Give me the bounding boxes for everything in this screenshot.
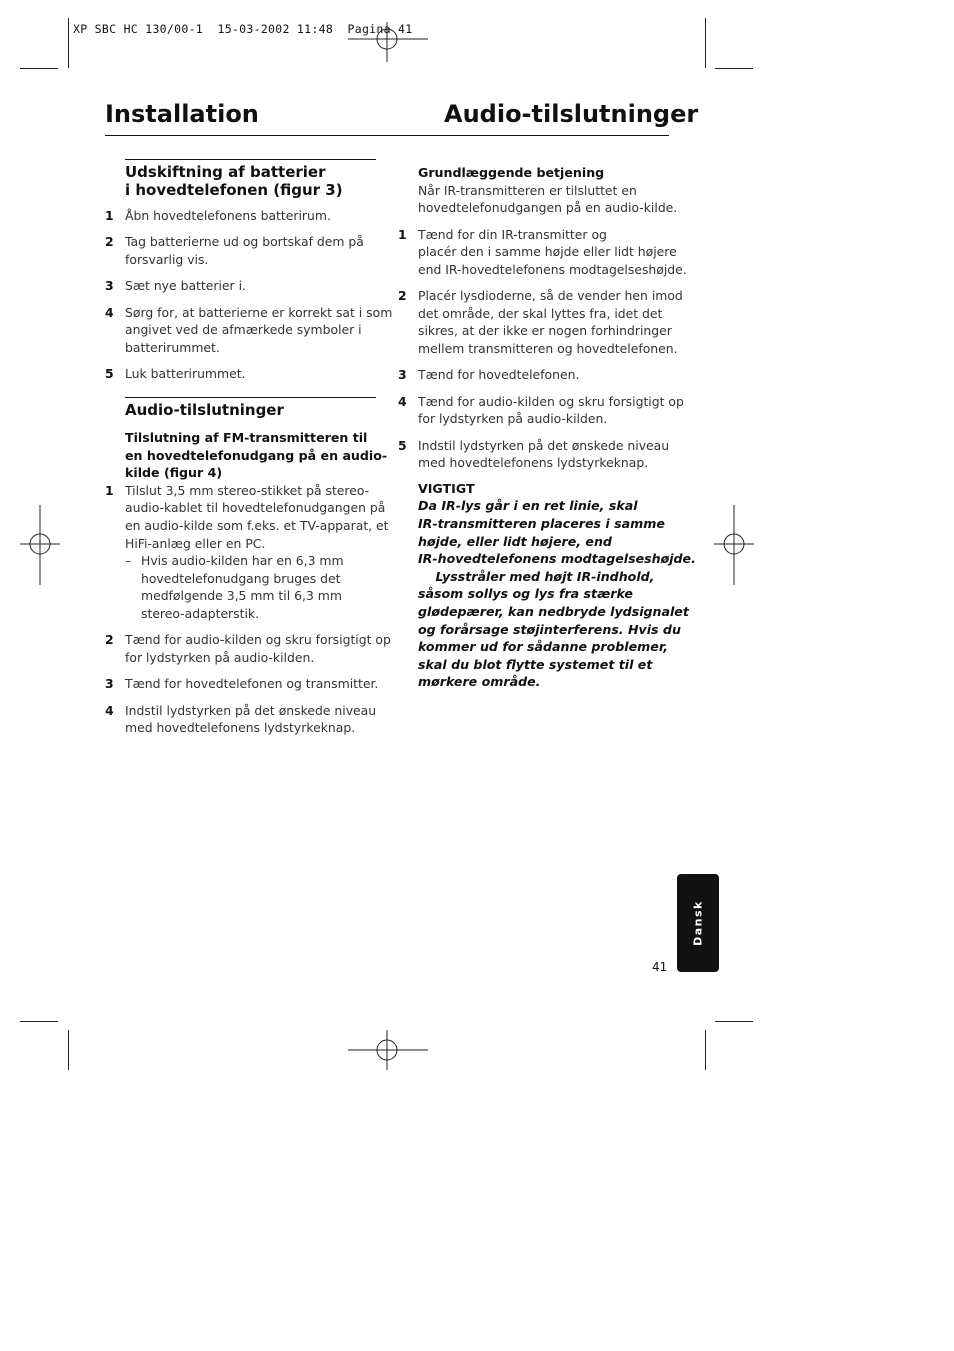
text-line: Indstil lydstyrken på det ønskede niveau: [418, 437, 670, 453]
list-item: [105, 702, 377, 737]
list-item: [105, 233, 377, 268]
text-line: Tænd for din IR-transmitter og: [418, 226, 607, 242]
text-line: en hovedtelefonudgang på en audio-: [125, 447, 388, 463]
list-item-number: 4: [105, 304, 114, 320]
list-item-number: 3: [105, 676, 114, 692]
list-item-number: 5: [398, 437, 407, 453]
print-slug: XP SBC HC 130/00-1 15-03-2002 11:48 Pagina 41: [73, 22, 413, 36]
text-line: Luk batterirummet.: [125, 366, 246, 382]
crop-mark: [20, 68, 58, 69]
text-line: stereo-adapterstik.: [141, 605, 260, 621]
list-item-number: 1: [398, 226, 407, 242]
crop-mark: [705, 18, 706, 68]
text-line: Hvis audio-kilden har en 6,3 mm: [141, 553, 344, 569]
list-item: [105, 277, 377, 295]
warning-text: [418, 497, 696, 691]
text-line: Placér lysdioderne, så de vender hen imod: [418, 288, 683, 304]
list-item-number: 3: [398, 367, 407, 383]
header-rule: [105, 135, 669, 136]
list-item: [398, 393, 684, 428]
intro-text: [398, 182, 678, 217]
section-rule: [125, 159, 376, 160]
page-title-right: Audio-tilslutninger: [444, 100, 699, 128]
section-heading-audio: Audio-tilslutninger: [125, 401, 284, 419]
text-line: angivet ved de afmærkede symboler i: [125, 322, 362, 338]
text-line: end IR-hovedtelefonens modtagelseshøjde.: [418, 261, 687, 277]
list-item: [398, 437, 673, 472]
list-item-number: 2: [105, 234, 114, 250]
text-line: batterirummet.: [125, 339, 220, 355]
list-item: [398, 287, 683, 357]
text-line: Tænd for hovedtelefonen og transmitter.: [125, 676, 379, 692]
registration-mark-icon: [714, 505, 754, 585]
battery-steps-list: [105, 207, 393, 383]
text-line: og forårsage støjinterferens. Hvis du: [418, 621, 681, 637]
list-item: 1 Tilslut 3,5 mm stereo-stikket på stereo- audio-kablet til hovedtelefonudgangen på en audio-kilde som f.eks. et TV-apparat, et HiFi-anlæg eller en PC. – Hvis audio-kilden har en 6,3 mm hovedtelefonudgang bruges det medfølgende 3,5 mm til 6,3 mm stereo-adapterstik.: [105, 482, 389, 621]
text-line: mørkere område.: [418, 674, 541, 690]
section-heading-batteries: Udskiftning af batterier i hovedtelefonen (figur 3): [125, 163, 343, 199]
page-number: 41: [652, 960, 668, 974]
crop-mark: [20, 1021, 58, 1022]
text-line: Tænd for audio-kilden og skru forsigtigt op: [125, 632, 391, 648]
operation-steps-list: [398, 226, 687, 472]
text-line: forsvarlig vis.: [125, 251, 209, 267]
text-line: Tag batterierne ud og bortskaf dem på: [125, 234, 364, 250]
warning-title: VIGTIGT: [418, 480, 475, 496]
text-line: for lydstyrken på audio-kilden.: [418, 411, 608, 427]
text-line: højde, eller lidt højere, end: [418, 533, 612, 549]
text-line: mellem transmitteren og hovedtelefonen.: [418, 340, 678, 356]
text-line: sikres, at der ikke er nogen forhindringer: [418, 323, 672, 339]
crop-mark: [68, 1030, 69, 1070]
left-column: [105, 163, 393, 383]
language-tab-label: Dansk: [691, 900, 705, 946]
text-line: Da IR-lys går i en ret linie, skal: [418, 498, 638, 514]
text-line: Åbn hovedtelefonens batterirum.: [125, 207, 331, 223]
text-line: IR-hovedtelefonens modtagelseshøjde.: [418, 551, 696, 567]
text-line: hovedtelefonudgangen på en audio-kilde.: [418, 200, 678, 216]
text-line: Indstil lydstyrken på det ønskede niveau: [125, 702, 377, 718]
text-line: Lysstråler med højt IR-indhold,: [418, 568, 655, 584]
list-item: [105, 304, 393, 357]
crop-mark: [68, 18, 69, 68]
text-line: en audio-kilde som f.eks. et TV-apparat, et: [125, 517, 389, 533]
text-line: Tilslut 3,5 mm stereo-stikket på stereo-: [125, 482, 370, 498]
text-line: Tænd for audio-kilden og skru forsigtigt op: [418, 393, 684, 409]
crop-mark: [715, 1021, 753, 1022]
text-line: for lydstyrken på audio-kilden.: [125, 649, 315, 665]
list-item-number: 2: [398, 288, 407, 304]
text-line: skal du blot flytte systemet til et: [418, 656, 653, 672]
text-line: IR-transmitteren placeres i samme: [418, 516, 665, 532]
section-rule: [125, 397, 376, 398]
left-column-section2: [105, 401, 391, 737]
sub-item: – Hvis audio-kilden har en 6,3 mm hovedtelefonudgang bruges det medfølgende 3,5 mm til 6,3 mm stereo-adapterstik.: [125, 552, 377, 622]
text-line: medfølgende 3,5 mm til 6,3 mm: [141, 588, 342, 604]
text-line: Tænd for hovedtelefonen.: [418, 367, 580, 383]
crop-mark: [715, 68, 753, 69]
text-line: med hovedtelefonens lydstyrkeknap.: [125, 720, 356, 736]
list-item: [105, 675, 377, 693]
text-line: med hovedtelefonens lydstyrkeknap.: [418, 455, 649, 471]
list-item: [398, 226, 687, 279]
list-item: [105, 365, 377, 383]
text-line: placér den i samme højde eller lidt højere: [418, 244, 677, 260]
text-line: Sæt nye batterier i.: [125, 278, 246, 294]
text-line: glødepærer, kan nedbryde lydsignalet: [418, 604, 689, 620]
list-item-number: 4: [398, 393, 407, 409]
text-line: såsom sollys og lys fra stærke: [418, 586, 633, 602]
list-item-number: 5: [105, 366, 114, 382]
list-item: [105, 207, 377, 225]
list-item-number: 4: [105, 702, 114, 718]
registration-mark-icon: [348, 1030, 428, 1070]
section-heading-basic-operation: Grundlæggende betjening: [418, 165, 605, 180]
list-item-number: 2: [105, 632, 114, 648]
list-item: [105, 631, 391, 666]
audio-steps-list: [105, 631, 391, 737]
registration-mark-icon: [20, 505, 60, 585]
subheading-fm-transmitter: [105, 429, 388, 482]
list-item-number: 3: [105, 278, 114, 294]
text-line: kommer ud for sådanne problemer,: [418, 639, 668, 655]
text-line: kilde (figur 4): [125, 465, 223, 481]
page-title-left: Installation: [105, 100, 259, 128]
list-item-number: 1: [105, 207, 114, 223]
text-line: Sørg for, at batterierne er korrekt sat i som: [125, 304, 393, 320]
text-line: Tilslutning af FM-transmitteren til: [125, 430, 368, 445]
right-column: [398, 164, 696, 691]
list-item: [398, 366, 673, 384]
text-line: Når IR-transmitteren er tilsluttet en: [418, 182, 637, 198]
text-line: HiFi-anlæg eller en PC.: [125, 535, 266, 551]
text-line: hovedtelefonudgang bruges det: [141, 570, 341, 586]
text-line: det område, der skal lyttes fra, idet det: [418, 305, 663, 321]
language-tab: [677, 874, 719, 972]
crop-mark: [705, 1030, 706, 1070]
text-line: audio-kablet til hovedtelefonudgangen på: [125, 500, 386, 516]
